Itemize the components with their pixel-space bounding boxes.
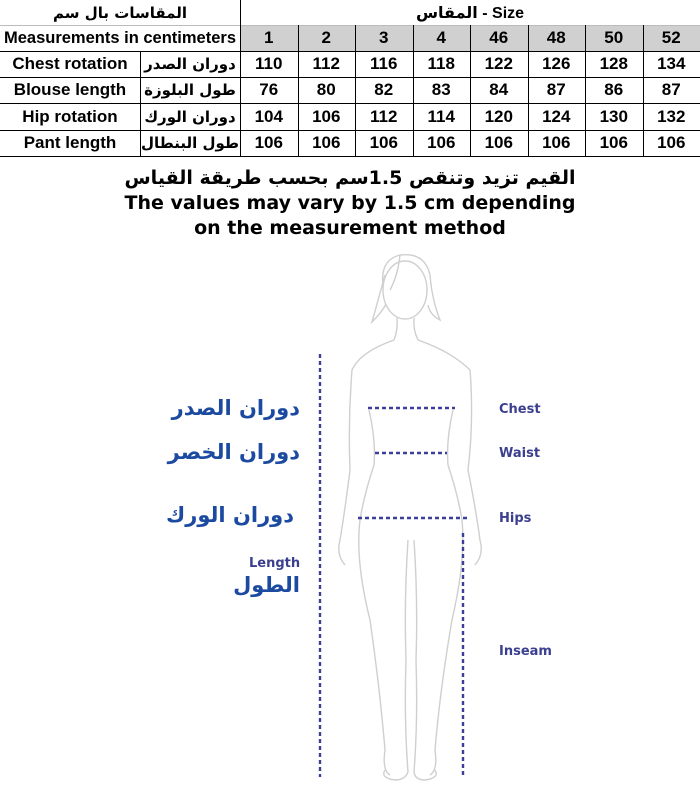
table-cell: 83 <box>431 80 451 99</box>
table-cell: 106 <box>369 133 398 152</box>
table-cell: 106 <box>542 133 571 152</box>
table-cell: 106 <box>484 133 513 152</box>
table-cell: 128 <box>599 54 628 73</box>
note-english-line2: on the measurement method <box>194 217 506 239</box>
row-label-en: Chest rotation <box>12 54 128 73</box>
size-column-header: 52 <box>661 28 681 47</box>
table-cell: 130 <box>599 106 628 126</box>
label-waist-en: Waist <box>499 446 541 461</box>
size-column-header: 3 <box>379 28 389 47</box>
label-length-en: Length <box>249 556 301 571</box>
table-cell: 114 <box>427 106 455 126</box>
row-label-en: Blouse length <box>13 80 127 99</box>
table-cell: 120 <box>484 106 513 126</box>
size-column-header: 50 <box>604 28 624 47</box>
label-inseam-en: Inseam <box>499 644 552 659</box>
table-cell: 116 <box>370 54 398 73</box>
label-chest-en: Chest <box>499 402 541 417</box>
label-chest-ar: دوران الصدر <box>171 396 300 420</box>
table-cell: 110 <box>255 54 283 73</box>
table-cell: 76 <box>259 80 279 99</box>
table-cell: 124 <box>542 106 571 126</box>
size-column-header: 46 <box>489 28 509 47</box>
table-cell: 106 <box>254 133 283 152</box>
table-cell: 126 <box>542 54 571 73</box>
size-column-header: 2 <box>321 28 331 47</box>
table-cell: 106 <box>312 106 341 126</box>
table-cell: 106 <box>312 133 341 152</box>
table-cell: 106 <box>657 133 686 152</box>
table-cell: 134 <box>657 54 686 73</box>
table-cell: 86 <box>604 80 624 99</box>
table-cell: 106 <box>599 133 628 152</box>
size-column-header: 1 <box>264 28 274 47</box>
note-arabic: القيم تزيد وتنقص 1.5سم بحسب طريقة القياس <box>124 167 576 189</box>
table-cell: 132 <box>657 106 686 126</box>
row-label-ar: طول البلوزة <box>144 81 236 99</box>
row-label-ar: دوران الصدر <box>144 55 236 73</box>
size-chart-table <box>0 0 700 157</box>
table-cell: 122 <box>484 54 513 73</box>
table-cell: 84 <box>489 80 509 99</box>
size-column-header: 48 <box>546 28 566 47</box>
label-hips-ar: دوران الورك <box>166 503 294 527</box>
label-header-ar: المقاسات بال سم <box>53 3 187 22</box>
table-cell: 118 <box>427 54 455 73</box>
row-label-en: Pant length <box>23 133 117 152</box>
table-cell: 82 <box>374 80 394 99</box>
table-cell: 112 <box>312 54 340 73</box>
table-cell: 104 <box>254 106 283 126</box>
table-cell: 87 <box>661 80 681 99</box>
table-cell: 112 <box>370 106 398 126</box>
table-cell: 106 <box>427 133 456 152</box>
label-hips-en: Hips <box>499 511 532 526</box>
row-label-en: Hip rotation <box>22 106 118 126</box>
label-header-en: Measurements in centimeters <box>3 28 236 47</box>
measurement-lines <box>320 354 467 777</box>
row-label-ar: دوران الورك <box>144 107 236 126</box>
size-header: المقاس - Size <box>415 4 525 22</box>
row-label-ar: طول البنطال <box>140 134 240 152</box>
note-english-line1: The values may vary by 1.5 cm depending <box>124 192 576 214</box>
size-column-header: 4 <box>436 28 446 47</box>
table-cell: 87 <box>546 80 566 99</box>
label-length-ar: الطول <box>233 573 300 597</box>
label-waist-ar: دوران الخصر <box>167 440 300 464</box>
table-cell: 80 <box>316 80 336 99</box>
